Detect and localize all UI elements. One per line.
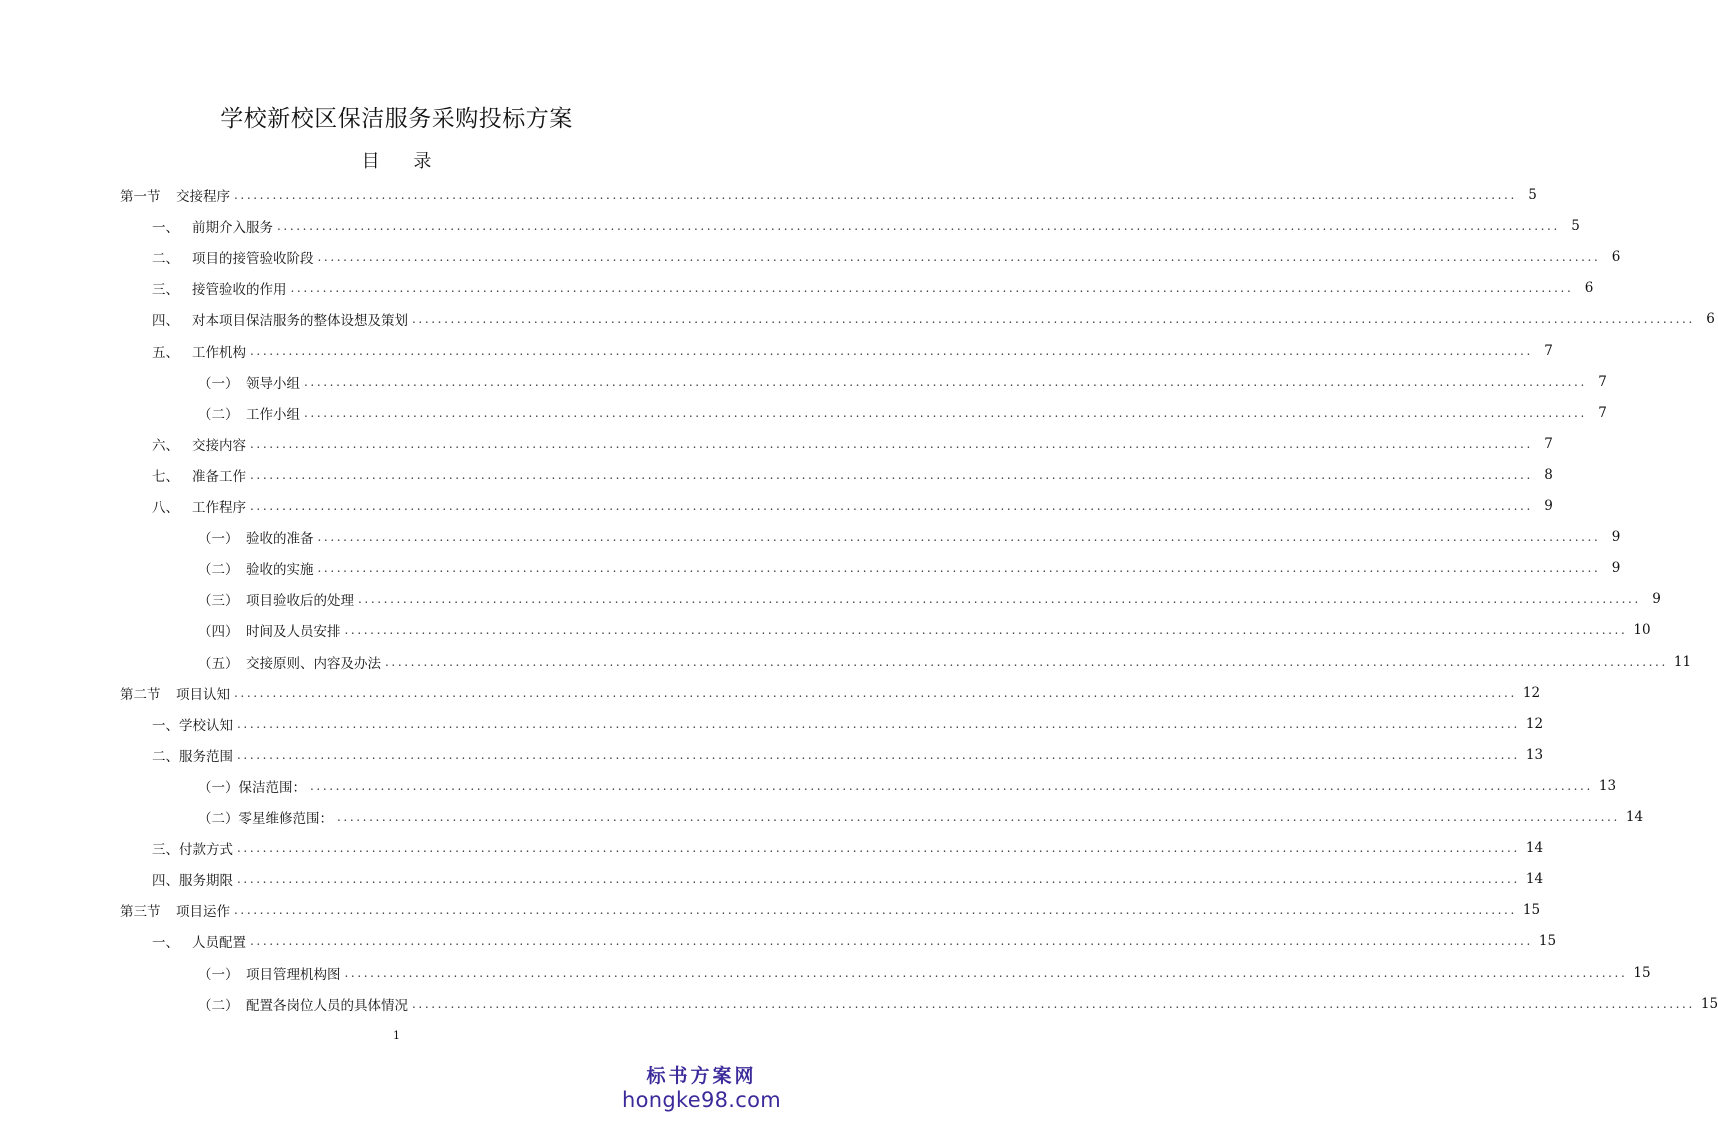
toc-entry[interactable] (152, 214, 1580, 238)
toc-entry-page: 15 (1522, 902, 1541, 919)
toc-entry-number: （一） (198, 531, 239, 548)
toc-entry-page: 9 (1652, 591, 1661, 608)
toc-leader-dots: ........................................................................................................................................................................................................ (237, 747, 1520, 762)
toc-entry-number: 第一节 (120, 189, 161, 205)
toc-entry-title: 工作程序 (192, 500, 246, 516)
watermark-logo (622, 1064, 781, 1112)
toc-entry-title: 配置各岗位人员的具体情况 (246, 997, 408, 1014)
toc-entry-page: 7 (1598, 404, 1607, 421)
toc-entry-title: 准备工作 (192, 468, 246, 485)
toc-leader-dots: ........................................................................................................................................................................................................ (234, 903, 1517, 918)
toc-leader-dots: ........................................................................................................................................................................................................ (304, 374, 1587, 389)
toc-entry-number: （二） (198, 997, 239, 1014)
toc-entry[interactable] (198, 556, 1621, 580)
toc-entry[interactable] (152, 245, 1621, 269)
toc-entry-title: 验收的准备 (246, 531, 314, 548)
toc-entry-title: 交接原则、内容及办法 (246, 655, 381, 672)
watermark-cn-text: 标书方案网 (646, 1065, 757, 1087)
toc-entry-number: 六、 (152, 437, 179, 454)
toc-entry-page: 9 (1611, 560, 1621, 577)
toc-entry-page: 14 (1525, 840, 1544, 857)
toc-entry[interactable] (152, 743, 1544, 767)
toc-entry[interactable] (152, 494, 1553, 518)
toc-leader-dots: ........................................................................................................................................................................................................ (317, 250, 1601, 265)
toc-entry[interactable] (152, 463, 1553, 487)
toc-entry-number: （二） (198, 811, 239, 827)
toc-entry-title: 项目验收后的处理 (246, 593, 354, 610)
toc-entry[interactable] (152, 836, 1544, 860)
toc-entry-page: 9 (1611, 529, 1621, 546)
toc-leader-dots: ........................................................................................................................................................................................................ (237, 841, 1520, 856)
toc-entry-page: 15 (1538, 933, 1557, 950)
toc-leader-dots: ........................................................................................................................................................................................................ (234, 188, 1517, 202)
toc-entry-number: 一、 (152, 935, 179, 952)
toc-leader-dots: ........................................................................................................................................................................................................ (344, 965, 1628, 980)
toc-entry-number: （二） (198, 562, 239, 579)
toc-entry-page: 6 (1706, 311, 1715, 328)
toc-entry[interactable] (152, 432, 1553, 456)
toc-leader-dots: ........................................................................................................................................................................................................ (412, 996, 1695, 1011)
toc-entry[interactable] (198, 370, 1607, 394)
toc-entry-title: 零星维修范围： (238, 811, 333, 827)
page-number: 1 (393, 1029, 400, 1042)
toc-entry-number: 二、 (152, 748, 179, 765)
toc-entry-title: 验收的实施 (246, 562, 314, 579)
toc-entry[interactable] (152, 712, 1544, 736)
toc-entry-number: （二） (198, 406, 239, 423)
toc-entry[interactable] (198, 992, 1718, 1016)
toc-entry-number: 八、 (152, 500, 179, 516)
toc-entry[interactable] (152, 339, 1553, 363)
toc-entry-page: 15 (1700, 995, 1718, 1012)
toc-entry-title: 项目的接管验收阶段 (192, 251, 314, 268)
toc-entry[interactable] (198, 805, 1644, 829)
toc-entry-title: 前期介入服务 (192, 220, 273, 237)
toc-entry-number: 四、 (152, 313, 179, 330)
toc-entry-title: 工作机构 (192, 344, 246, 361)
toc-entry-page: 6 (1611, 249, 1621, 266)
toc-entry-number: 三、 (152, 842, 179, 859)
toc-leader-dots: ........................................................................................................................................................................................................ (337, 810, 1620, 824)
toc-entry[interactable] (152, 929, 1557, 953)
toc-entry[interactable] (152, 276, 1594, 300)
toc-leader-dots: ........................................................................................................................................................................................................ (250, 467, 1533, 482)
toc-entry-page: 7 (1598, 373, 1607, 390)
toc-entry-page: 11 (1673, 653, 1692, 670)
toc-entry[interactable] (152, 867, 1544, 891)
toc-leader-dots: ........................................................................................................................................................................................................ (250, 436, 1533, 451)
toc-entry-page: 6 (1584, 280, 1594, 297)
toc-entry-title: 保洁范围： (238, 779, 306, 796)
toc-entry-title: 项目管理机构图 (246, 966, 341, 983)
toc-entry[interactable] (120, 681, 1541, 705)
watermark-en-text: hongke98.com (622, 1088, 781, 1112)
toc-entry-number: （一） (198, 779, 239, 796)
toc-entry-title: 工作小组 (246, 406, 300, 423)
toc-entry-page: 12 (1522, 684, 1541, 701)
toc-leader-dots: ........................................................................................................................................................................................................ (344, 623, 1628, 638)
toc-leader-dots: ........................................................................................................................................................................................................ (290, 281, 1574, 296)
toc-entry-title: 接管验收的作用 (192, 282, 287, 299)
toc-entry-page: 10 (1633, 622, 1651, 639)
toc-leader-dots: ........................................................................................................................................................................................................ (317, 530, 1601, 545)
toc-entry-number: （三） (198, 593, 239, 610)
toc-entry-page: 13 (1525, 746, 1544, 763)
toc-entry-number: 一、 (152, 717, 179, 734)
toc-entry-title: 付款方式 (179, 842, 233, 859)
toc-entry-number: （四） (198, 624, 239, 641)
toc-entry-title: 服务期限 (179, 873, 233, 890)
toc-entry-number: 一、 (152, 220, 179, 237)
toc-entry-number: 四、 (152, 873, 179, 890)
toc-entry-title: 时间及人员安排 (246, 624, 341, 641)
toc-entry-number: 五、 (152, 344, 179, 361)
toc-entry-page: 12 (1525, 715, 1544, 732)
toc-entry-title: 对本项目保洁服务的整体设想及策划 (192, 313, 408, 330)
toc-leader-dots: ........................................................................................................................................................................................................ (310, 778, 1593, 793)
toc-heading: 目 录 (361, 151, 446, 172)
toc-entry-title: 交接内容 (192, 437, 246, 454)
toc-leader-dots: ........................................................................................................................................................................................................ (358, 592, 1641, 607)
toc-entry-number: 第二节 (120, 686, 161, 703)
toc-leader-dots: ........................................................................................................................................................................................................ (234, 685, 1517, 700)
toc-entry-title: 领导小组 (246, 375, 300, 392)
toc-entry[interactable] (198, 618, 1651, 642)
toc-entry-number: （五） (198, 655, 239, 672)
toc-entry[interactable] (198, 650, 1692, 674)
toc-entry-number: 二、 (152, 251, 179, 268)
toc-leader-dots: ........................................................................................................................................................................................................ (385, 654, 1668, 669)
toc-entry-page: 5 (1571, 218, 1580, 235)
toc-leader-dots: ........................................................................................................................................................................................................ (277, 219, 1560, 234)
toc-entry-title: 项目运作 (176, 904, 230, 921)
document-title: 学校新校区保洁服务采购投标方案 (220, 106, 573, 132)
toc-leader-dots: ........................................................................................................................................................................................................ (237, 716, 1520, 731)
toc-leader-dots: ........................................................................................................................................................................................................ (250, 343, 1533, 358)
toc-entry-page: 9 (1544, 498, 1553, 514)
toc-entry-page: 14 (1525, 871, 1544, 888)
toc-entry-title: 交接程序 (176, 189, 230, 205)
toc-leader-dots: ........................................................................................................................................................................................................ (250, 499, 1533, 513)
toc-entry-page: 5 (1528, 187, 1537, 203)
toc-entry-page: 7 (1544, 435, 1553, 452)
toc-leader-dots: ........................................................................................................................................................................................................ (412, 312, 1695, 327)
toc-entry[interactable] (120, 898, 1541, 922)
toc-entry-title: 项目认知 (176, 686, 230, 703)
toc-entry-page: 14 (1625, 809, 1644, 825)
toc-entry-title: 人员配置 (192, 935, 246, 952)
toc-entry-title: 服务范围 (179, 748, 233, 765)
toc-leader-dots: ........................................................................................................................................................................................................ (237, 872, 1520, 887)
toc-leader-dots: ........................................................................................................................................................................................................ (250, 934, 1533, 949)
toc-leader-dots: ........................................................................................................................................................................................................ (317, 561, 1601, 576)
toc-entry[interactable] (198, 587, 1661, 611)
toc-entry[interactable] (198, 525, 1621, 549)
toc-entry-number: （一） (198, 375, 239, 392)
toc-entry[interactable] (152, 307, 1715, 331)
toc-entry[interactable] (198, 401, 1607, 425)
toc-entry-number: 七、 (152, 468, 179, 485)
toc-entry-page: 8 (1544, 466, 1553, 483)
toc-entry-number: 三、 (152, 282, 179, 299)
toc-entry-title: 学校认知 (179, 717, 233, 734)
toc-leader-dots: ........................................................................................................................................................................................................ (304, 405, 1587, 420)
toc-entry-number: （一） (198, 966, 239, 983)
toc-entry[interactable] (198, 774, 1617, 798)
toc-entry-page: 15 (1633, 964, 1651, 981)
toc-entry-page: 13 (1598, 777, 1617, 794)
toc-entry-number: 第三节 (120, 904, 161, 921)
toc-entry[interactable] (198, 961, 1651, 985)
toc-entry-page: 7 (1544, 342, 1553, 359)
toc-entry[interactable] (120, 183, 1537, 207)
